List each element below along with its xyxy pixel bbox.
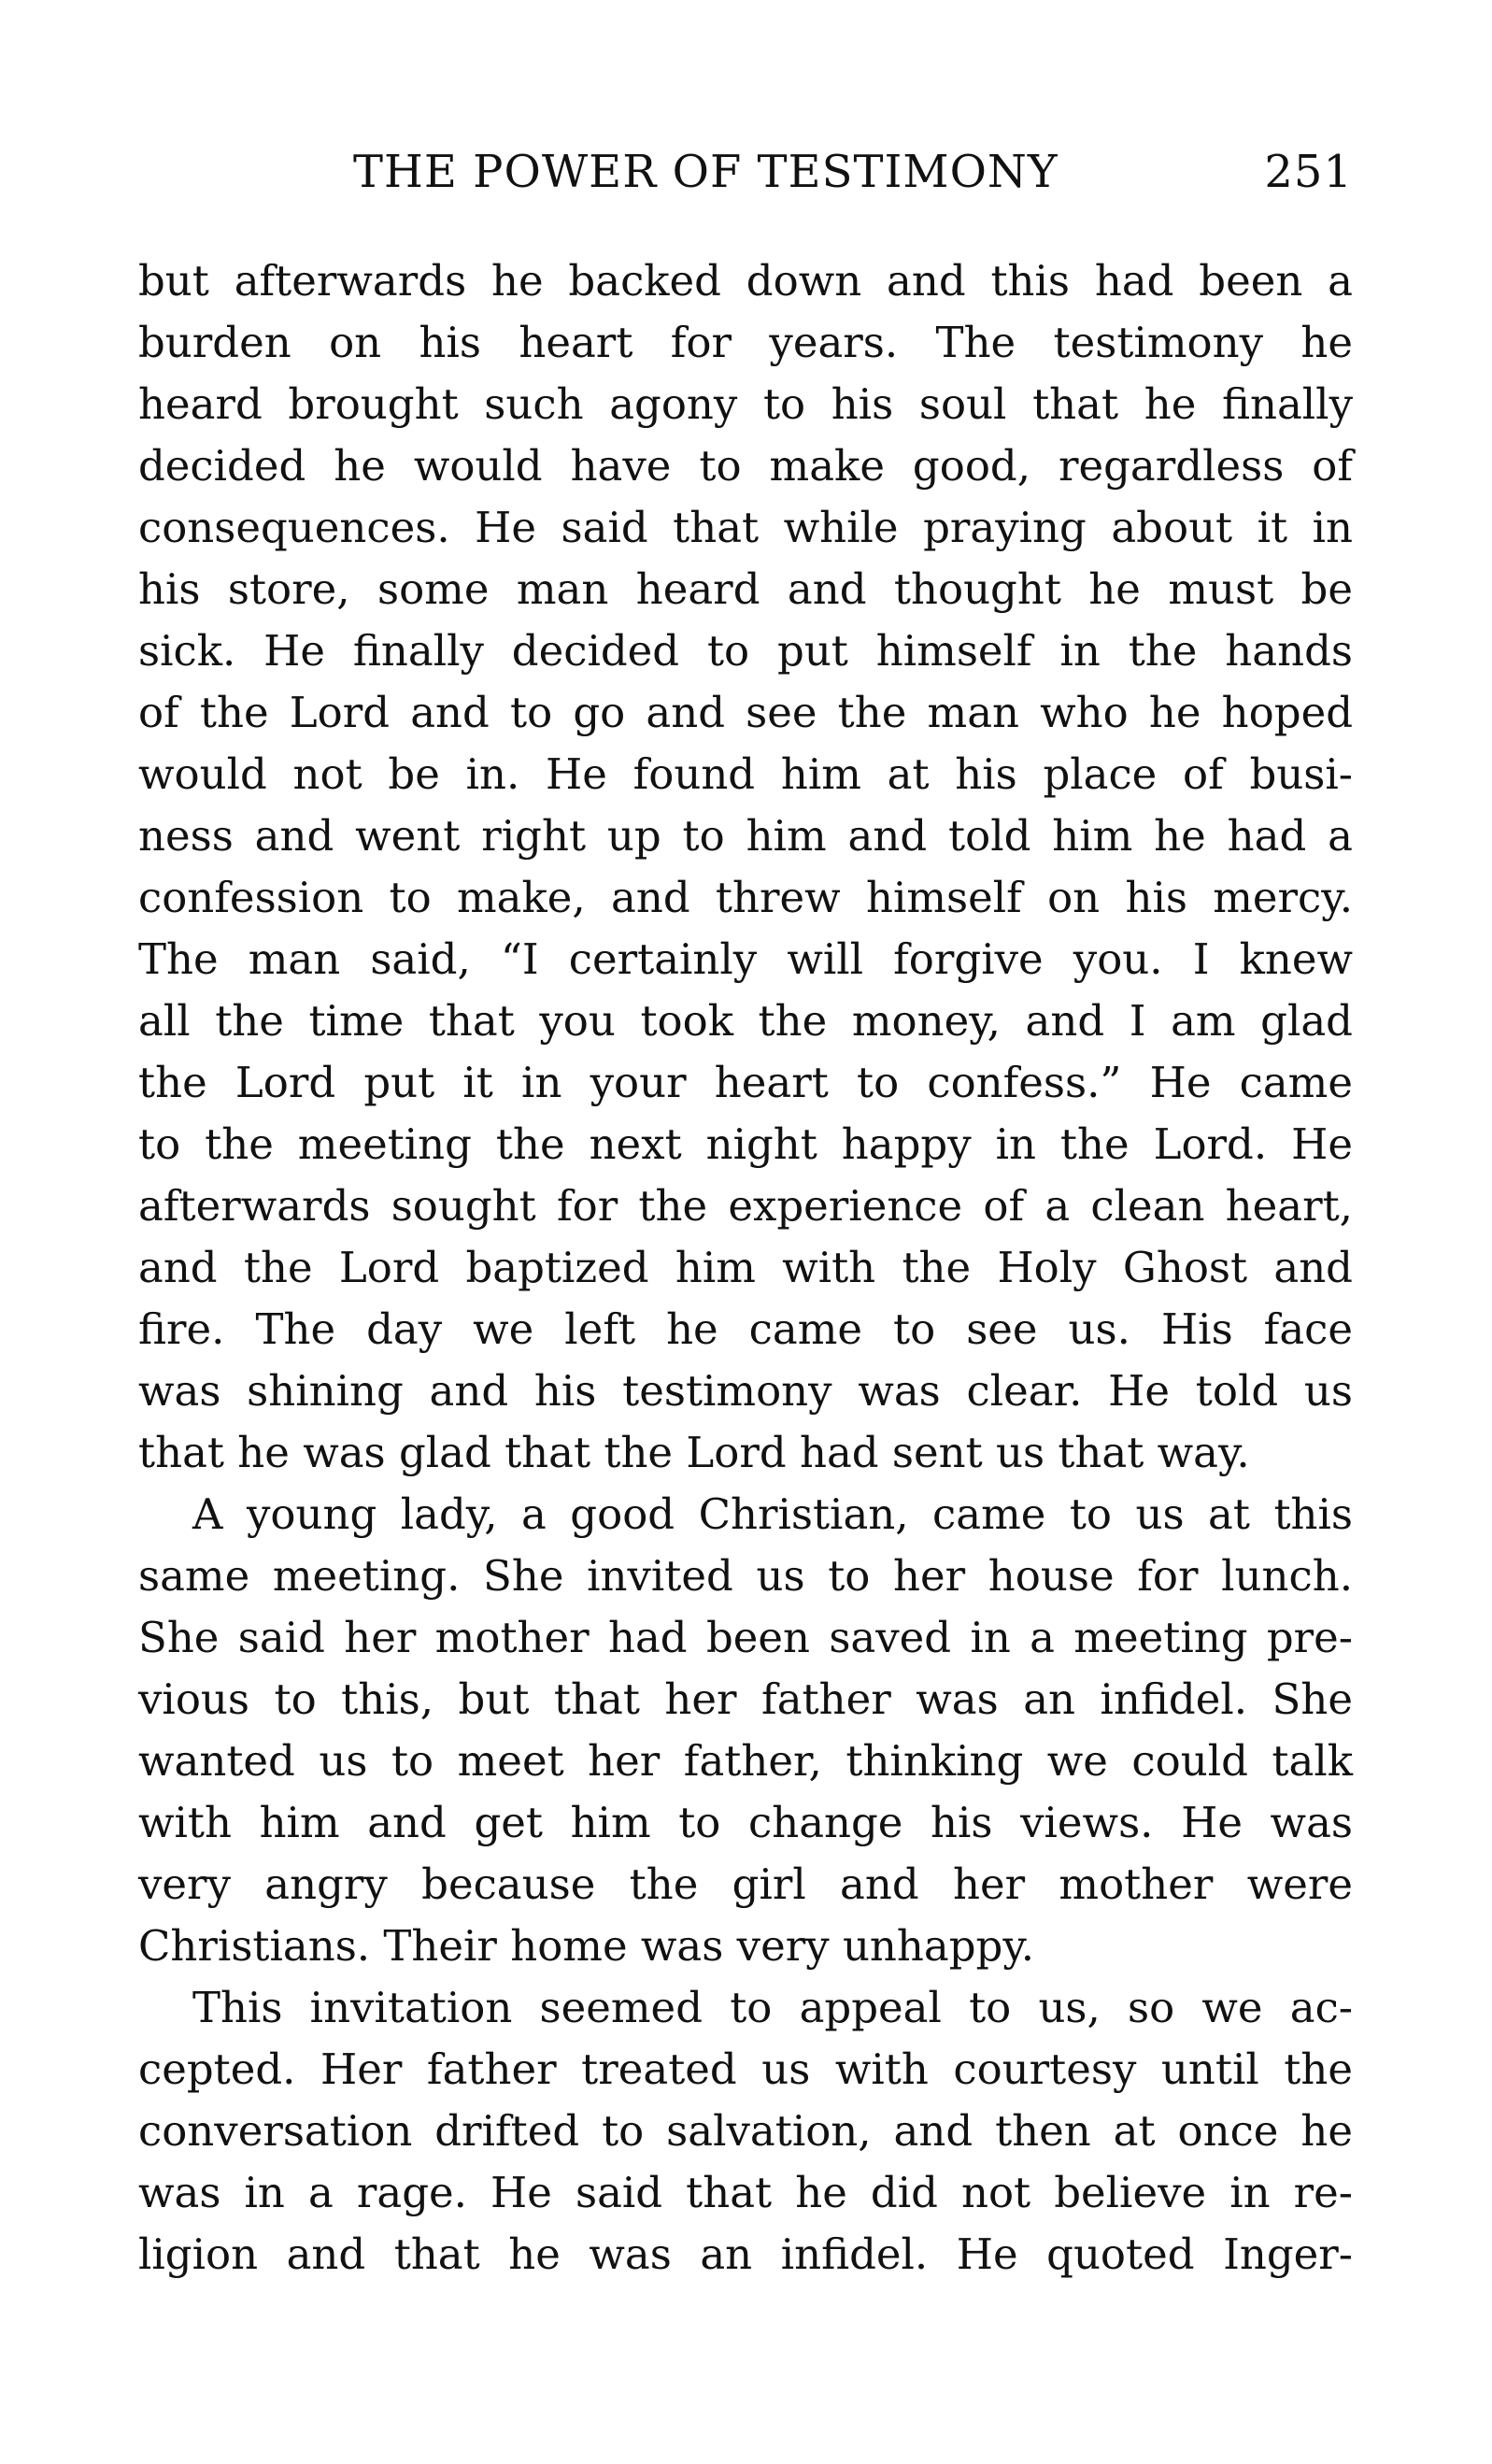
text-line: fire. The day we left he came to see us. His face	[138, 1304, 1353, 1354]
text-line: afterwards sought for the experience of a clean heart,	[138, 1181, 1353, 1231]
text-line: to the meeting the next night happy in the Lord. He	[138, 1119, 1353, 1169]
text-line: very angry because the girl and her mother were	[138, 1859, 1353, 1909]
text-line: that he was glad that the Lord had sent us that way.	[138, 1428, 1250, 1477]
body-text	[138, 250, 1353, 2286]
text-line: all the time that you took the money, and I am glad	[138, 996, 1353, 1046]
text-line: his store, some man heard and thought he must be	[138, 564, 1353, 614]
paragraph-1	[138, 250, 1353, 1484]
text-line: vious to this, but that her father was an infidel. She	[138, 1674, 1353, 1724]
text-line: but afterwards he backed down and this had been a	[138, 256, 1353, 306]
text-line: decided he would have to make good, regardless of	[138, 441, 1353, 491]
text-line: ness and went right up to him and told him he had a	[138, 811, 1353, 861]
running-head	[138, 140, 1353, 206]
text-line: confession to make, and threw himself on his mercy.	[138, 873, 1353, 922]
text-line: heard brought such agony to his soul that he finally	[138, 379, 1353, 429]
book-page	[138, 140, 1353, 2286]
text-line: conversation drifted to salvation, and then at once he	[138, 2106, 1353, 2156]
paragraph-3	[138, 1977, 1353, 2286]
text-line: A young lady, a good Christian, came to us at this	[192, 1489, 1353, 1539]
text-line: sick. He finally decided to put himself in the hands	[138, 626, 1353, 676]
text-line: This invitation seemed to appeal to us, so we ac-	[192, 1983, 1353, 2032]
text-line: burden on his heart for years. The testimony he	[138, 318, 1353, 367]
paragraph-2	[138, 1484, 1353, 1977]
running-title: THE POWER OF TESTIMONY	[353, 146, 1059, 198]
text-line: would not be in. He found him at his place of busi-	[138, 749, 1353, 799]
text-line: with him and get him to change his views. He was	[138, 1798, 1353, 1847]
page-number: 251	[1264, 146, 1353, 198]
text-line: She said her mother had been saved in a meeting pre-	[138, 1613, 1353, 1662]
text-line: was shining and his testimony was clear. He told us	[138, 1366, 1353, 1416]
text-line: cepted. Her father treated us with courtesy until the	[138, 2044, 1353, 2094]
text-line: was in a rage. He said that he did not believe in re-	[138, 2168, 1353, 2217]
text-line: the Lord put it in your heart to confess.” He came	[138, 1058, 1353, 1107]
text-line: same meeting. She invited us to her house for lunch.	[138, 1551, 1353, 1601]
text-line: and the Lord baptized him with the Holy Ghost and	[138, 1243, 1353, 1292]
text-line: wanted us to meet her father, thinking we could talk	[138, 1736, 1353, 1786]
text-line: of the Lord and to go and see the man who he hoped	[138, 688, 1353, 737]
text-line: consequences. He said that while praying about it in	[138, 503, 1353, 552]
text-line: ligion and that he was an infidel. He quoted Inger-	[138, 2229, 1353, 2279]
text-line: The man said, “I certainly will forgive you. I knew	[138, 934, 1353, 984]
text-line: Christians. Their home was very unhappy.	[138, 1921, 1035, 1971]
